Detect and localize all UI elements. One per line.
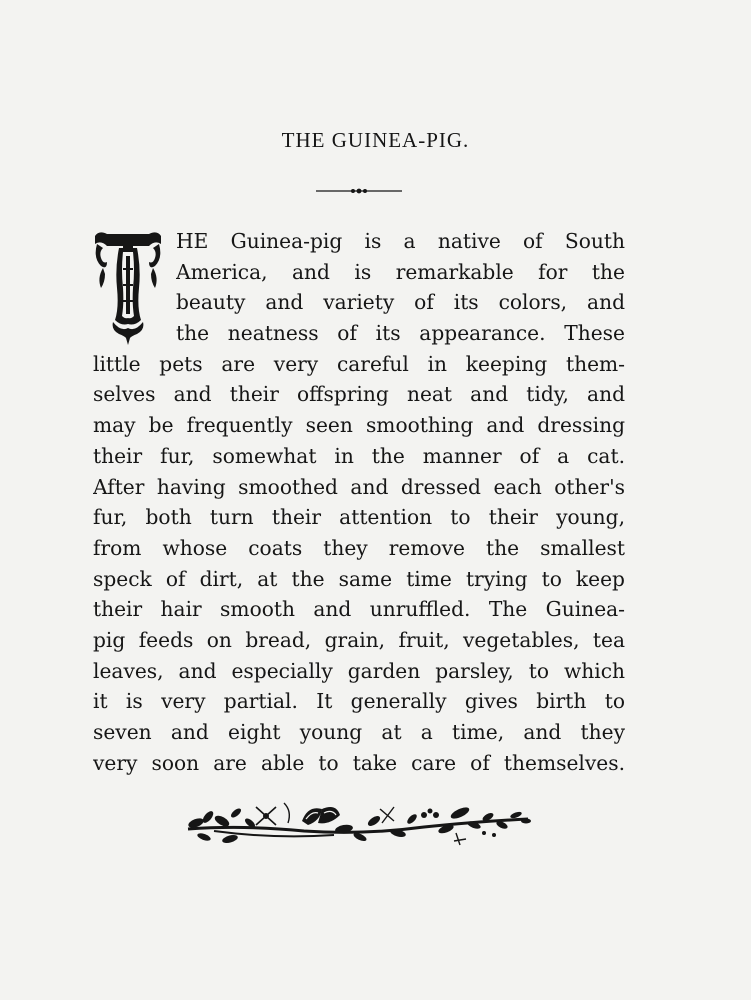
title-divider-ornament (316, 186, 402, 196)
text-line: beauty and variety of its colors, and (176, 290, 625, 315)
body-text (93, 226, 625, 778)
text-line: the neatness of its appearance. These (176, 321, 625, 346)
text-line: their fur, somewhat in the manner of a cat. (93, 443, 625, 468)
text-line: from whose coats they remove the smallest (93, 535, 625, 560)
text-line: America, and is remarkable for the (176, 259, 625, 284)
text-line: little pets are very careful in keeping them- (93, 351, 625, 376)
text-line: After having smoothed and dressed each other's (93, 474, 625, 499)
text-line: HE Guinea-pig is a native of South (176, 229, 625, 253)
text-line: selves and their offspring neat and tidy, and (93, 382, 625, 407)
text-line: their hair smooth and unruffled. The Guinea- (93, 597, 625, 622)
page-title: THE GUINEA-PIG. (281, 128, 470, 152)
text-line: very soon are able to take care of themselves. (93, 750, 625, 775)
text-line: speck of dirt, at the same time trying to keep (93, 566, 625, 591)
text-line: may be frequently seen smoothing and dressing (93, 413, 625, 438)
text-line: leaves, and especially garden parsley, to which (93, 658, 625, 683)
text-line: it is very partial. It generally gives birth to (93, 689, 625, 714)
text-line: seven and eight young at a time, and they (93, 720, 625, 744)
floral-tailpiece-ornament (184, 795, 532, 849)
text-line: pig feeds on bread, grain, fruit, vegetables, tea (93, 627, 625, 652)
text-line: fur, both turn their attention to their young, (93, 505, 625, 530)
